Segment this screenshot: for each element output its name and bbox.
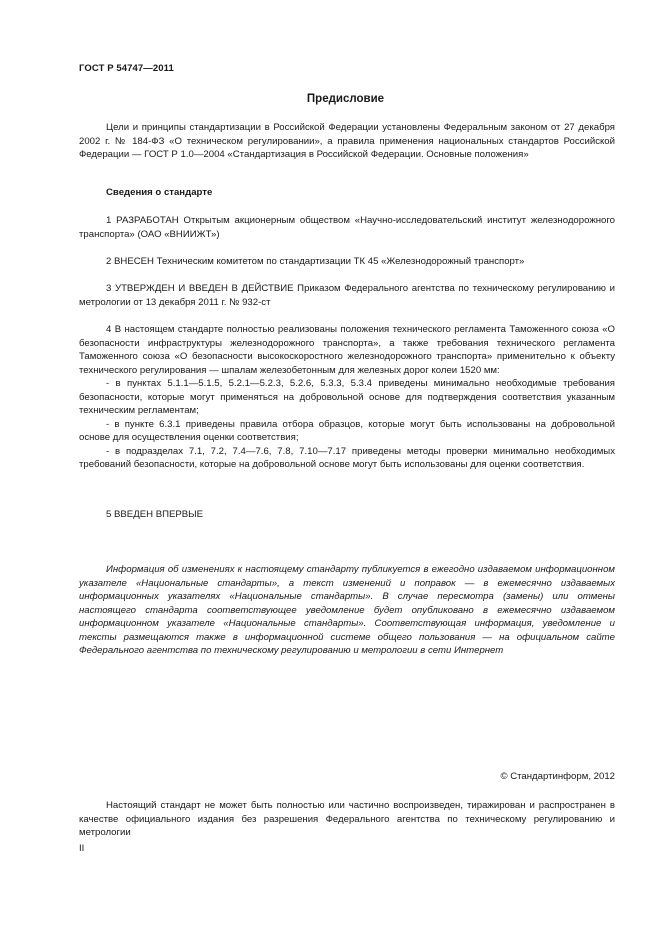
item-4-bullet: - в подразделах 7.1, 7.2, 7.4—7.6, 7.8, 7.10—7.17 приведены методы проверки минимально необходимых требований безопасности, которые на добровольной основе могут быть использованы для оценки соответствия.	[79, 445, 615, 470]
page-number: II	[79, 843, 85, 854]
item-introduced	[79, 255, 615, 269]
item-4-intro: 4 В настоящем стандарте полностью реализованы положения технического регламента Таможенного союза «О безопасности инфраструктуры железнодорожного транспорта», а также требования технического регламента Таможенного союза «О безопасности высокоскоростного железнодорожного транспорта» применительно к объекту технического регулирования — шпалам железобетонным для железных дорог колеи 1520 мм:	[79, 324, 615, 376]
intro-paragraph	[79, 121, 615, 162]
item-first-time-text: 5 ВВЕДЕН ВПЕРВЫЕ	[106, 509, 204, 520]
reproduction-notice	[79, 799, 615, 840]
copyright-notice: © Стандартинформ, 2012	[500, 771, 615, 782]
item-first-time	[79, 508, 615, 522]
document-number-header: ГОСТ Р 54747—2011	[79, 63, 174, 74]
item-4-bullet: - в пункте 6.3.1 приведены правила отбора образцов, которые могут быть использованы на добровольной основе для осуществления оценки соответствия;	[79, 418, 615, 443]
changes-info-text: Информация об изменениях к настоящему стандарту публикуется в ежегодно издаваемом информационном указателе «Национальные стандарты», а текст изменений и поправок — в ежемесячно издаваемых информационных указателях «Национальные стандарты». В случае пересмотра (замены) или отмены настоящего стандарта соответствующее уведомление будет опубликовано в ежемесячно издаваемом информационном указателе «Национальные стандарты». Соответствующая информация, уведомление и тексты размещаются также в информационной системе общего пользования — на официальном сайте Федерального агентства по техническому регулированию и метрологии в сети Интернет	[79, 564, 615, 656]
reproduction-notice-text: Настоящий стандарт не может быть полностью или частично воспроизведен, тиражирован и распространен в качестве официального издания без разрешения Федерального агентства по техническому регулированию и метрологии	[79, 800, 615, 838]
item-approved	[79, 282, 615, 309]
intro-text: Цели и принципы стандартизации в Российской Федерации установлены Федеральным законом от 27 декабря 2002 г. № 184-ФЗ «О техническом регулировании», а правила применения национальных стандартов Российской Федерации — ГОСТ Р 1.0—2004 «Стандартизация в Российской Федерации. Основные положения»	[79, 122, 615, 160]
page-title	[0, 93, 661, 105]
page-title-text: Предисловие	[306, 93, 385, 105]
item-introduced-text: 2 ВНЕСЕН Техническим комитетом по стандартизации ТК 45 «Железнодорожный транспорт»	[106, 256, 525, 267]
item-developed	[79, 214, 615, 241]
item-developed-text: 1 РАЗРАБОТАН Открытым акционерным обществом «Научно-исследовательский институт железнодорожного транспорта» (ОАО «ВНИИЖТ»)	[79, 215, 615, 240]
changes-info	[79, 563, 615, 658]
item-4-bullet: - в пунктах 5.1.1—5.1.5, 5.2.1—5.2.3, 5.2.6, 5.3.3, 5.3.4 приведены минимально необходимые требования безопасности, которые могут применяться на добровольной основе для подтверждения соответствия указанным техническим регламентам;	[79, 378, 615, 416]
item-4	[79, 323, 615, 472]
standard-info-heading: Сведения о стандарте	[106, 187, 213, 198]
item-approved-text: 3 УТВЕРЖДЕН И ВВЕДЕН В ДЕЙСТВИЕ Приказом Федерального агентства по техническому регулированию и метрологии от 13 декабря 2011 г. № 932-ст	[79, 283, 615, 308]
